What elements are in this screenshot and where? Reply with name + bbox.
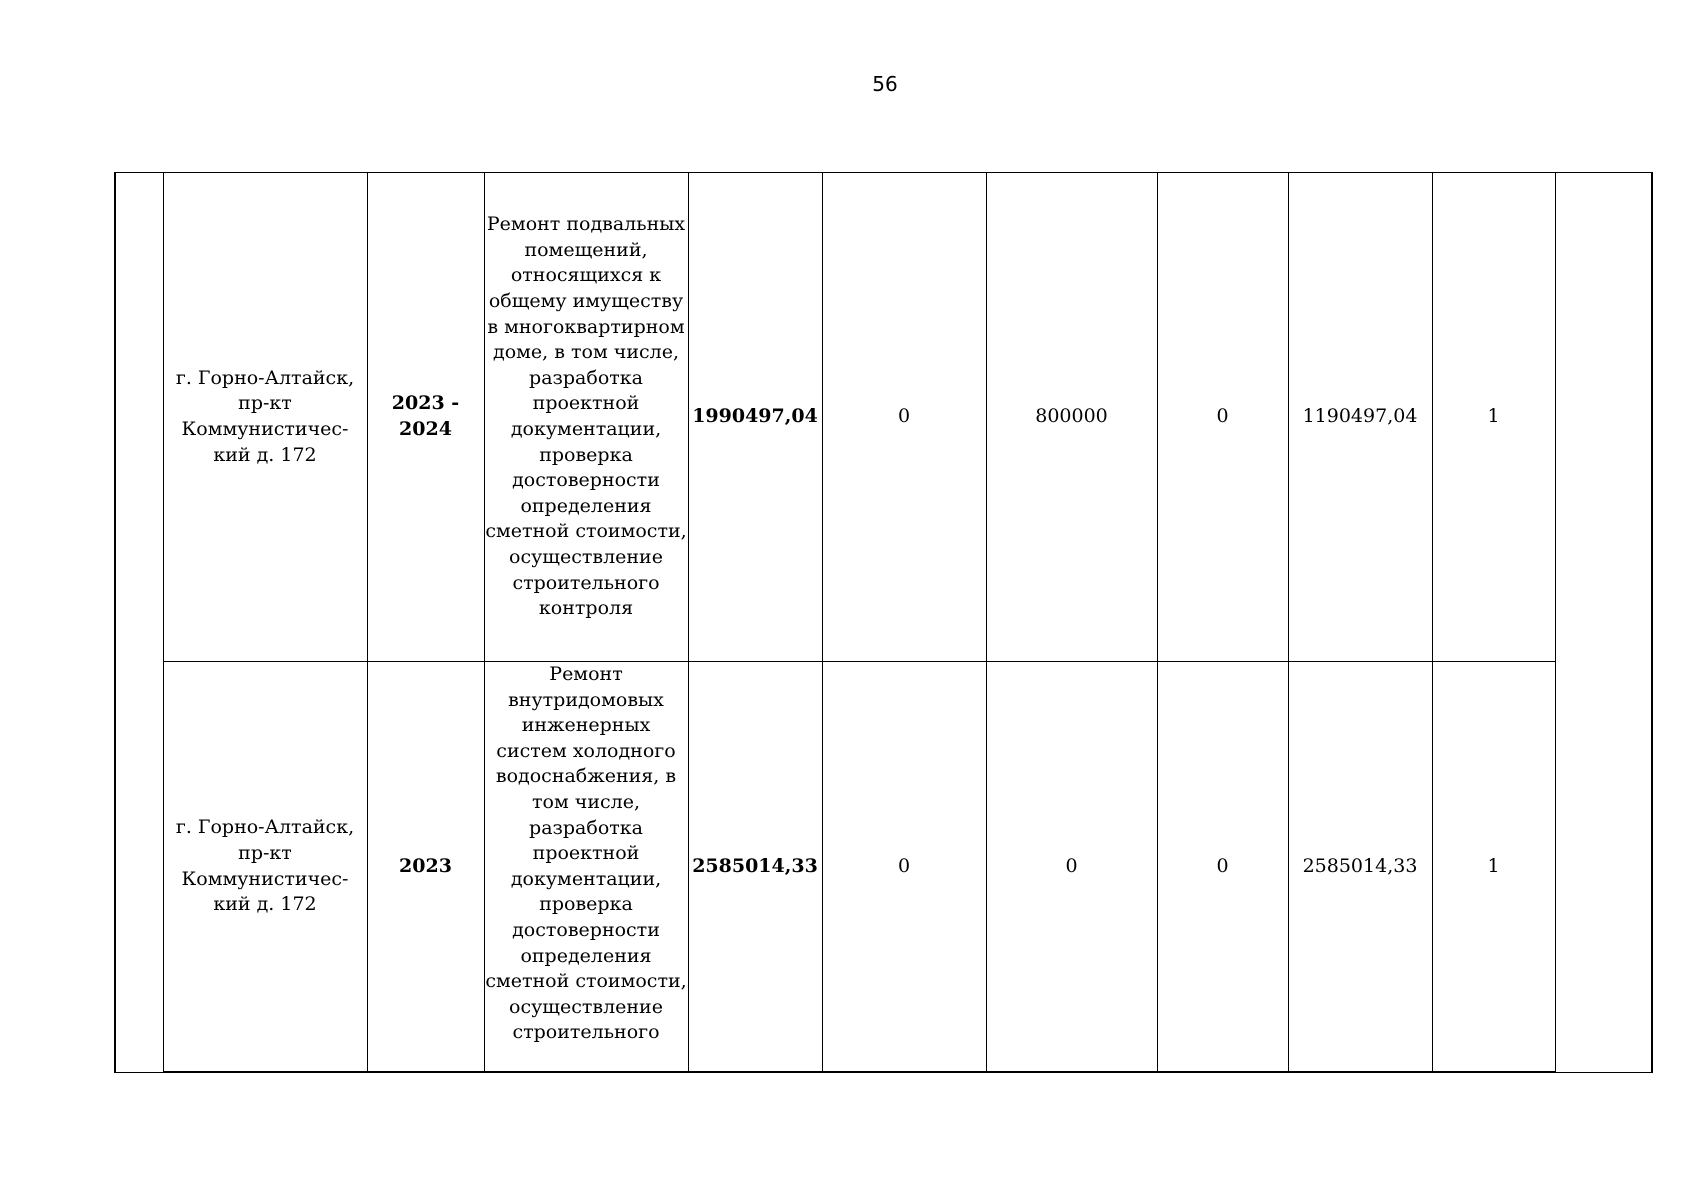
address-cell (163, 662, 367, 1073)
amount-cell-6 (986, 173, 1157, 662)
address-cell (163, 173, 367, 662)
period-cell (367, 662, 484, 1073)
amount-cell-7 (1157, 173, 1288, 662)
period-text: 2023 - 2024 (391, 392, 460, 440)
work-description-text: Ремонт подвальных помещений, относящихся к общему имуществу в многоквартирном доме, в том числе, разработка проектной документации, проверка достоверности определения сметной стоимости, осуществление строительного контроля (485, 213, 687, 620)
amount-text-6: 0 (1065, 854, 1078, 877)
amount-cell-5 (822, 662, 986, 1073)
table-row (115, 173, 1652, 662)
period-cell (367, 173, 484, 662)
amount-cell-5 (822, 173, 986, 662)
address-text: г. Горно-Алтайск, пр-кт Коммунистичес-кий д. 172 (175, 366, 355, 466)
amount-text-8: 2585014,33 (1302, 854, 1418, 877)
amount-cell-7 (1157, 662, 1288, 1073)
period-text: 2023 (399, 854, 452, 877)
work-description-cell (484, 173, 688, 662)
total-cost-cell (688, 662, 822, 1073)
index-cell (115, 173, 163, 1073)
total-cost-text: 2585014,33 (692, 854, 818, 877)
count-cell (1432, 662, 1555, 1073)
amount-cell-8 (1288, 662, 1432, 1073)
amount-text-7: 0 (1216, 405, 1229, 428)
work-description-text: Ремонт внутридомовых инженерных систем холодного водоснабжения, в том числе, разработка проектной документации, проверка достоверности определения сметной стоимости, осуществление строительного (485, 663, 687, 1044)
trailing-cell (1555, 173, 1652, 1073)
amount-text-8: 1190497,04 (1302, 405, 1418, 428)
amount-cell-8 (1288, 173, 1432, 662)
count-text: 1 (1487, 405, 1500, 428)
amount-text-5: 0 (897, 854, 911, 877)
amount-text-6: 800000 (1035, 405, 1108, 428)
work-description-cell (484, 662, 688, 1073)
amount-text-7: 0 (1216, 854, 1229, 877)
total-cost-text: 1990497,04 (692, 405, 818, 428)
count-text: 1 (1487, 854, 1500, 877)
total-cost-cell (688, 173, 822, 662)
count-cell (1432, 173, 1555, 662)
page-number: 56 (872, 72, 898, 96)
address-text: г. Горно-Алтайск, пр-кт Коммунистичес-кий д. 172 (175, 816, 355, 916)
amount-text-5: 0 (897, 405, 911, 428)
amount-cell-6 (986, 662, 1157, 1073)
table-row (115, 662, 1652, 1073)
works-table (114, 172, 1653, 1073)
